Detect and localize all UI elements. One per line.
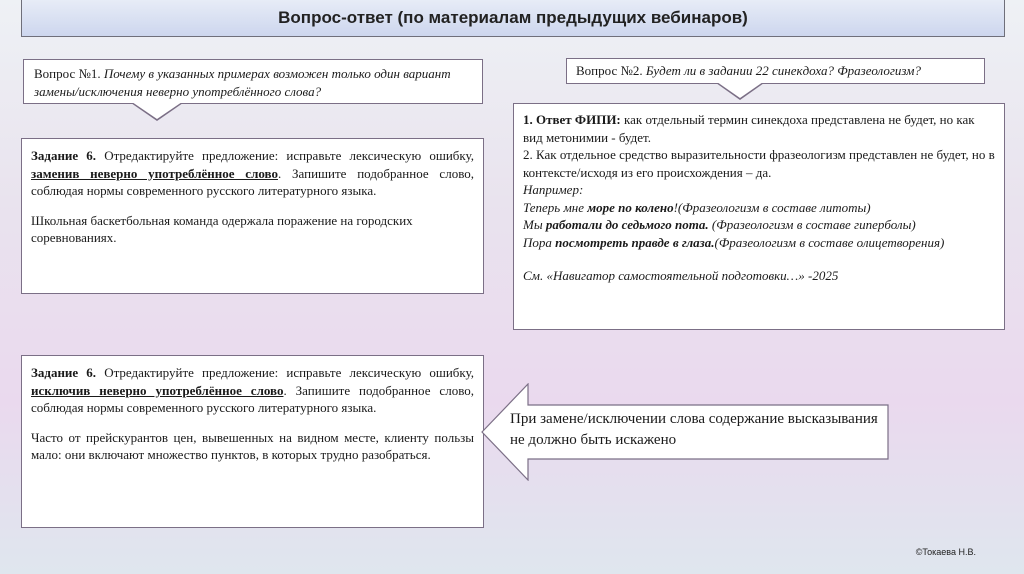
answer-box: 1. Ответ ФИПИ: как отдельный термин синекдоха представлена не будет, но как вид метонимии - будет. 2. Как отдельное средство выразительности фразеологизм представлен не будет, но в контексте/исходя из его происхождения – да. Например: Теперь мне море по колено!(Фразеологизм в составе литоты) Мы работали до седьмого пота. (Фразеологизм в составе гиперболы) Пора посмотреть правде в глаза.(Фразеологизм в составе олицетворения) См. «Навигатор самостоятельной подготовки…» -2025 [513, 103, 1005, 330]
task-1-emphasis: заменив неверно употреблённое слово [31, 165, 278, 181]
answer-fipi-label: 1. Ответ ФИПИ: [523, 112, 621, 127]
task-2-box: Задание 6. Отредактируйте предложение: исправьте лексическую ошибку, исключив неверно употреблённое слово. Запишите подобранное слово, соблюдая нормы современного русского литературного языка. Часто от прейскурантов цен, вывешенных на видном месте, клиенту пользы мало: они включают множество пунктов, в которых трудно разобраться. [21, 355, 484, 528]
reference-note: См. «Навигатор самостоятельной подготовки…» -2025 [523, 268, 839, 283]
question-2-label: Вопрос №2. [576, 63, 643, 78]
question-1-callout [23, 59, 483, 104]
copyright: ©Токаева Н.В. [915, 547, 976, 557]
slide-title: Вопрос-ответ (по материалам предыдущих вебинаров) [278, 8, 748, 27]
example-1: Теперь мне море по колено!(Фразеологизм в составе литоты) [523, 199, 871, 215]
question-2-text: Будет ли в задании 22 синекдоха? Фразеологизм? [645, 63, 921, 78]
answer-point-2: 2. Как отдельное средство выразительности фразеологизм представлен не будет, но в контексте/исходя из его происхождения – да. [523, 147, 995, 180]
example-3: Пора посмотреть правде в глаза.(Фразеологизм в составе олицетворения) [523, 234, 945, 250]
example-2: Мы работали до седьмого пота. (Фразеологизм в составе гиперболы) [523, 217, 916, 232]
task-1-label: Задание 6. [31, 148, 97, 163]
question-1-label: Вопрос №1. [34, 66, 101, 81]
task-1-sentence: Школьная баскетбольная команда одержала поражение на городских соревнованиях. [31, 212, 413, 245]
callout-text: При замене/исключении слова содержание высказывания не должно быть искажено [510, 411, 878, 448]
task-2-sentence: Часто от прейскурантов цен, вывешенных на видном месте, клиенту пользы мало: они включают множество пунктов, в которых трудно разобраться. [31, 429, 474, 462]
task-1-box: Задание 6. Отредактируйте предложение: исправьте лексическую ошибку, заменив неверно употреблённое слово. Запишите подобранное слово, соблюдая нормы современного русского литературного языка. Школьная баскетбольная команда одержала поражение на городских соревнованиях. [21, 138, 484, 294]
example-intro: Например: [523, 182, 584, 197]
question-2-callout [566, 58, 985, 84]
task-2-emphasis: исключив неверно употреблённое слово [31, 382, 284, 398]
slide-title-bar [21, 0, 1005, 37]
task-2-label: Задание 6. [31, 365, 97, 380]
question-1-text: Почему в указанных примерах возможен только один вариант замены/исключения неверно употреблённого слова? [34, 66, 451, 99]
